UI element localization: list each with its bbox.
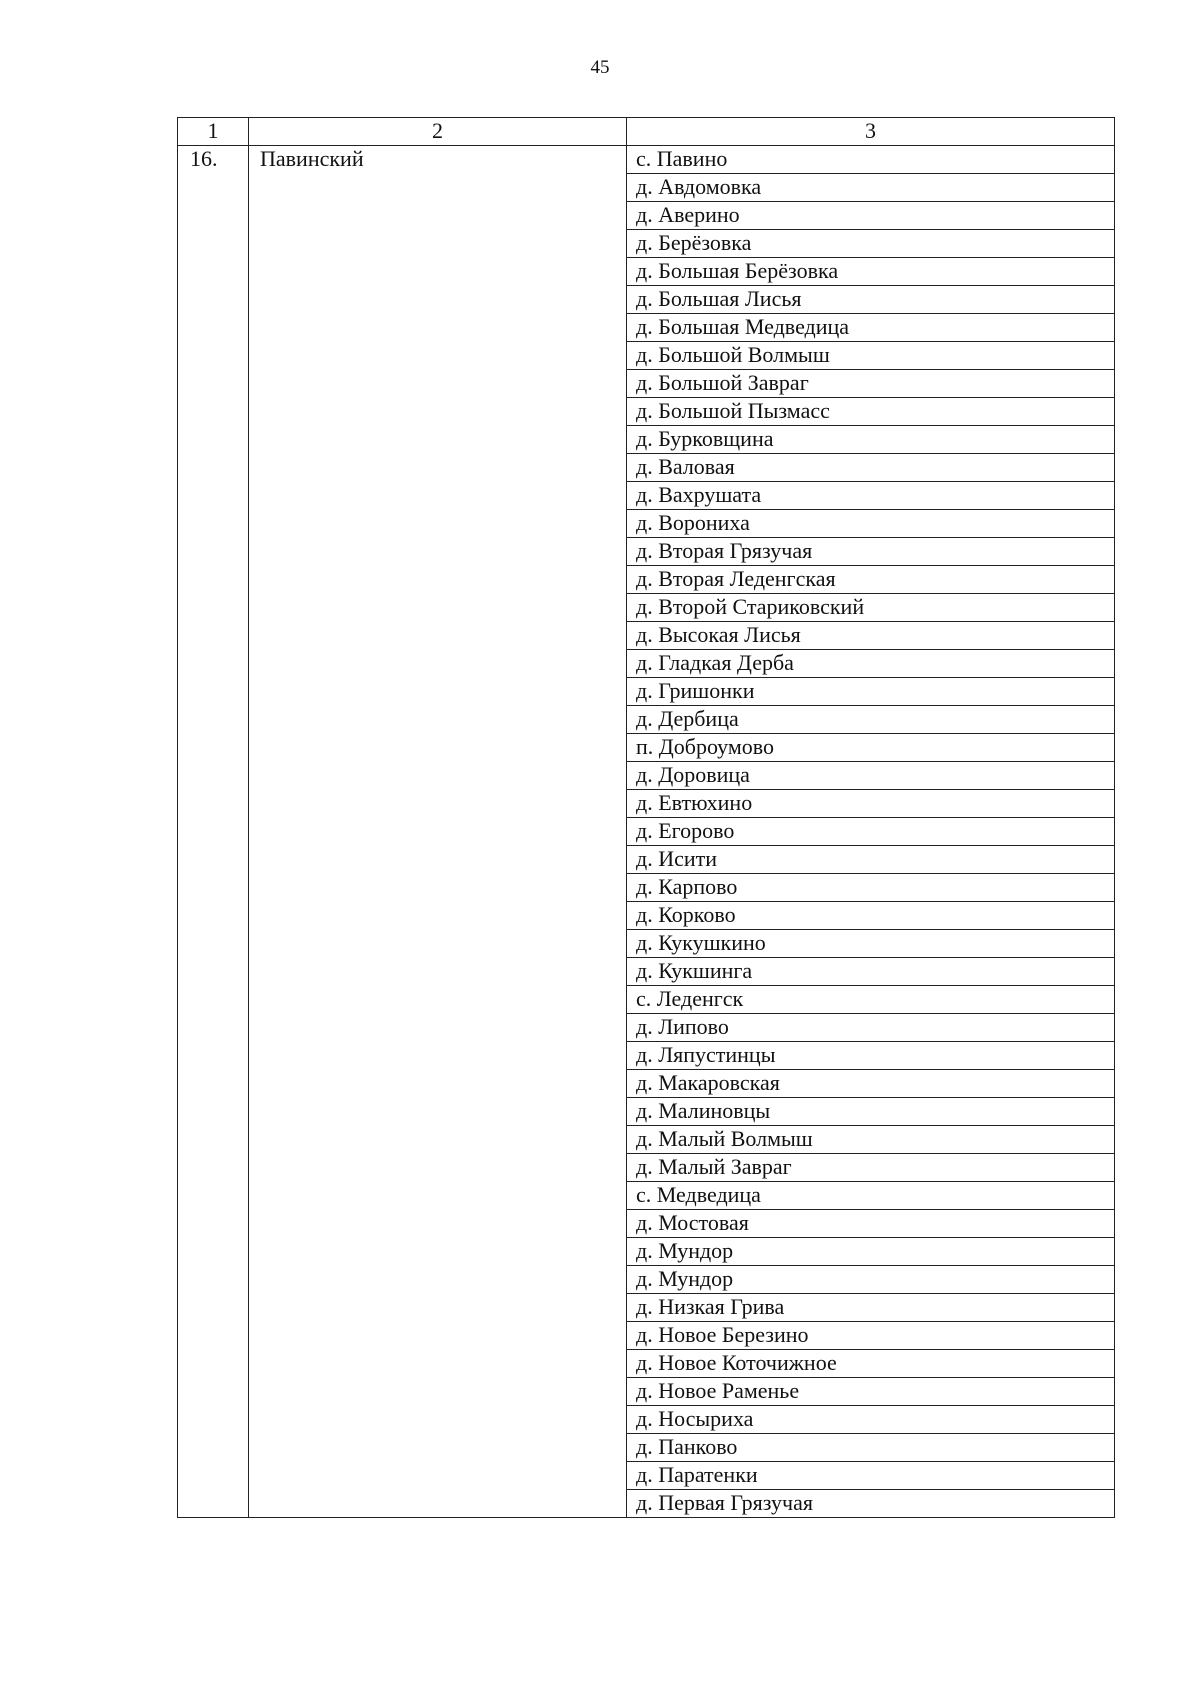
column-header-number: 1 <box>178 118 249 146</box>
settlement-cell: д. Бурковщина <box>627 426 1115 454</box>
settlement-cell: д. Вторая Леденгская <box>627 566 1115 594</box>
entry-number: 16. <box>178 146 249 1518</box>
settlement-cell: д. Вахрушата <box>627 482 1115 510</box>
settlement-cell: д. Макаровская <box>627 1070 1115 1098</box>
settlement-cell: д. Малиновцы <box>627 1098 1115 1126</box>
settlement-cell: д. Валовая <box>627 454 1115 482</box>
column-header-district: 2 <box>249 118 627 146</box>
settlement-cell: д. Ляпустинцы <box>627 1042 1115 1070</box>
settlement-cell: д. Доровица <box>627 762 1115 790</box>
settlement-cell: д. Большая Берёзовка <box>627 258 1115 286</box>
header-row <box>178 118 1115 146</box>
settlement-cell: д. Карпово <box>627 874 1115 902</box>
settlement-cell: д. Малый Волмыш <box>627 1126 1115 1154</box>
settlement-cell: д. Большая Медведица <box>627 314 1115 342</box>
settlement-cell: д. Гришонки <box>627 678 1115 706</box>
settlement-cell: д. Егорово <box>627 818 1115 846</box>
settlement-cell: д. Большой Пызмасс <box>627 398 1115 426</box>
settlement-cell: с. Леденгск <box>627 986 1115 1014</box>
settlement-cell: д. Новое Коточижное <box>627 1350 1115 1378</box>
column-header-settlements: 3 <box>627 118 1115 146</box>
page-number: 45 <box>590 57 610 78</box>
settlement-cell: с. Медведица <box>627 1182 1115 1210</box>
settlement-cell: д. Кукушкино <box>627 930 1115 958</box>
table-body <box>178 146 1115 1518</box>
settlement-cell: д. Мостовая <box>627 1210 1115 1238</box>
settlement-cell: д. Гладкая Дерба <box>627 650 1115 678</box>
settlement-cell: д. Исити <box>627 846 1115 874</box>
settlement-cell: п. Доброумово <box>627 734 1115 762</box>
settlement-cell: д. Мундор <box>627 1238 1115 1266</box>
settlement-cell: д. Новое Раменье <box>627 1378 1115 1406</box>
table-header <box>178 118 1115 146</box>
settlement-cell: д. Дербица <box>627 706 1115 734</box>
settlement-cell: д. Первая Грязучая <box>627 1490 1115 1518</box>
settlement-cell: д. Новое Березино <box>627 1322 1115 1350</box>
settlement-cell: д. Носыриха <box>627 1406 1115 1434</box>
settlement-cell: д. Евтюхино <box>627 790 1115 818</box>
settlement-cell: д. Авдомовка <box>627 174 1115 202</box>
district-name: Павинский <box>249 146 627 1518</box>
settlement-cell: д. Малый Завраг <box>627 1154 1115 1182</box>
settlements-table <box>177 117 1115 1518</box>
settlement-cell: д. Корково <box>627 902 1115 930</box>
settlement-cell: д. Вторая Грязучая <box>627 538 1115 566</box>
settlement-cell: д. Липово <box>627 1014 1115 1042</box>
settlement-cell: д. Берёзовка <box>627 230 1115 258</box>
settlement-cell: д. Большой Волмыш <box>627 342 1115 370</box>
settlement-cell: д. Мундор <box>627 1266 1115 1294</box>
settlement-cell: д. Кукшинга <box>627 958 1115 986</box>
settlement-cell: д. Паратенки <box>627 1462 1115 1490</box>
settlement-cell: д. Второй Стариковский <box>627 594 1115 622</box>
table-row <box>178 146 1115 174</box>
settlement-cell: д. Низкая Грива <box>627 1294 1115 1322</box>
settlement-cell: д. Большая Лисья <box>627 286 1115 314</box>
settlement-cell: д. Аверино <box>627 202 1115 230</box>
settlement-cell: с. Павино <box>627 146 1115 174</box>
settlement-cell: д. Ворониха <box>627 510 1115 538</box>
settlement-cell: д. Высокая Лисья <box>627 622 1115 650</box>
settlement-cell: д. Большой Завраг <box>627 370 1115 398</box>
settlement-cell: д. Панково <box>627 1434 1115 1462</box>
